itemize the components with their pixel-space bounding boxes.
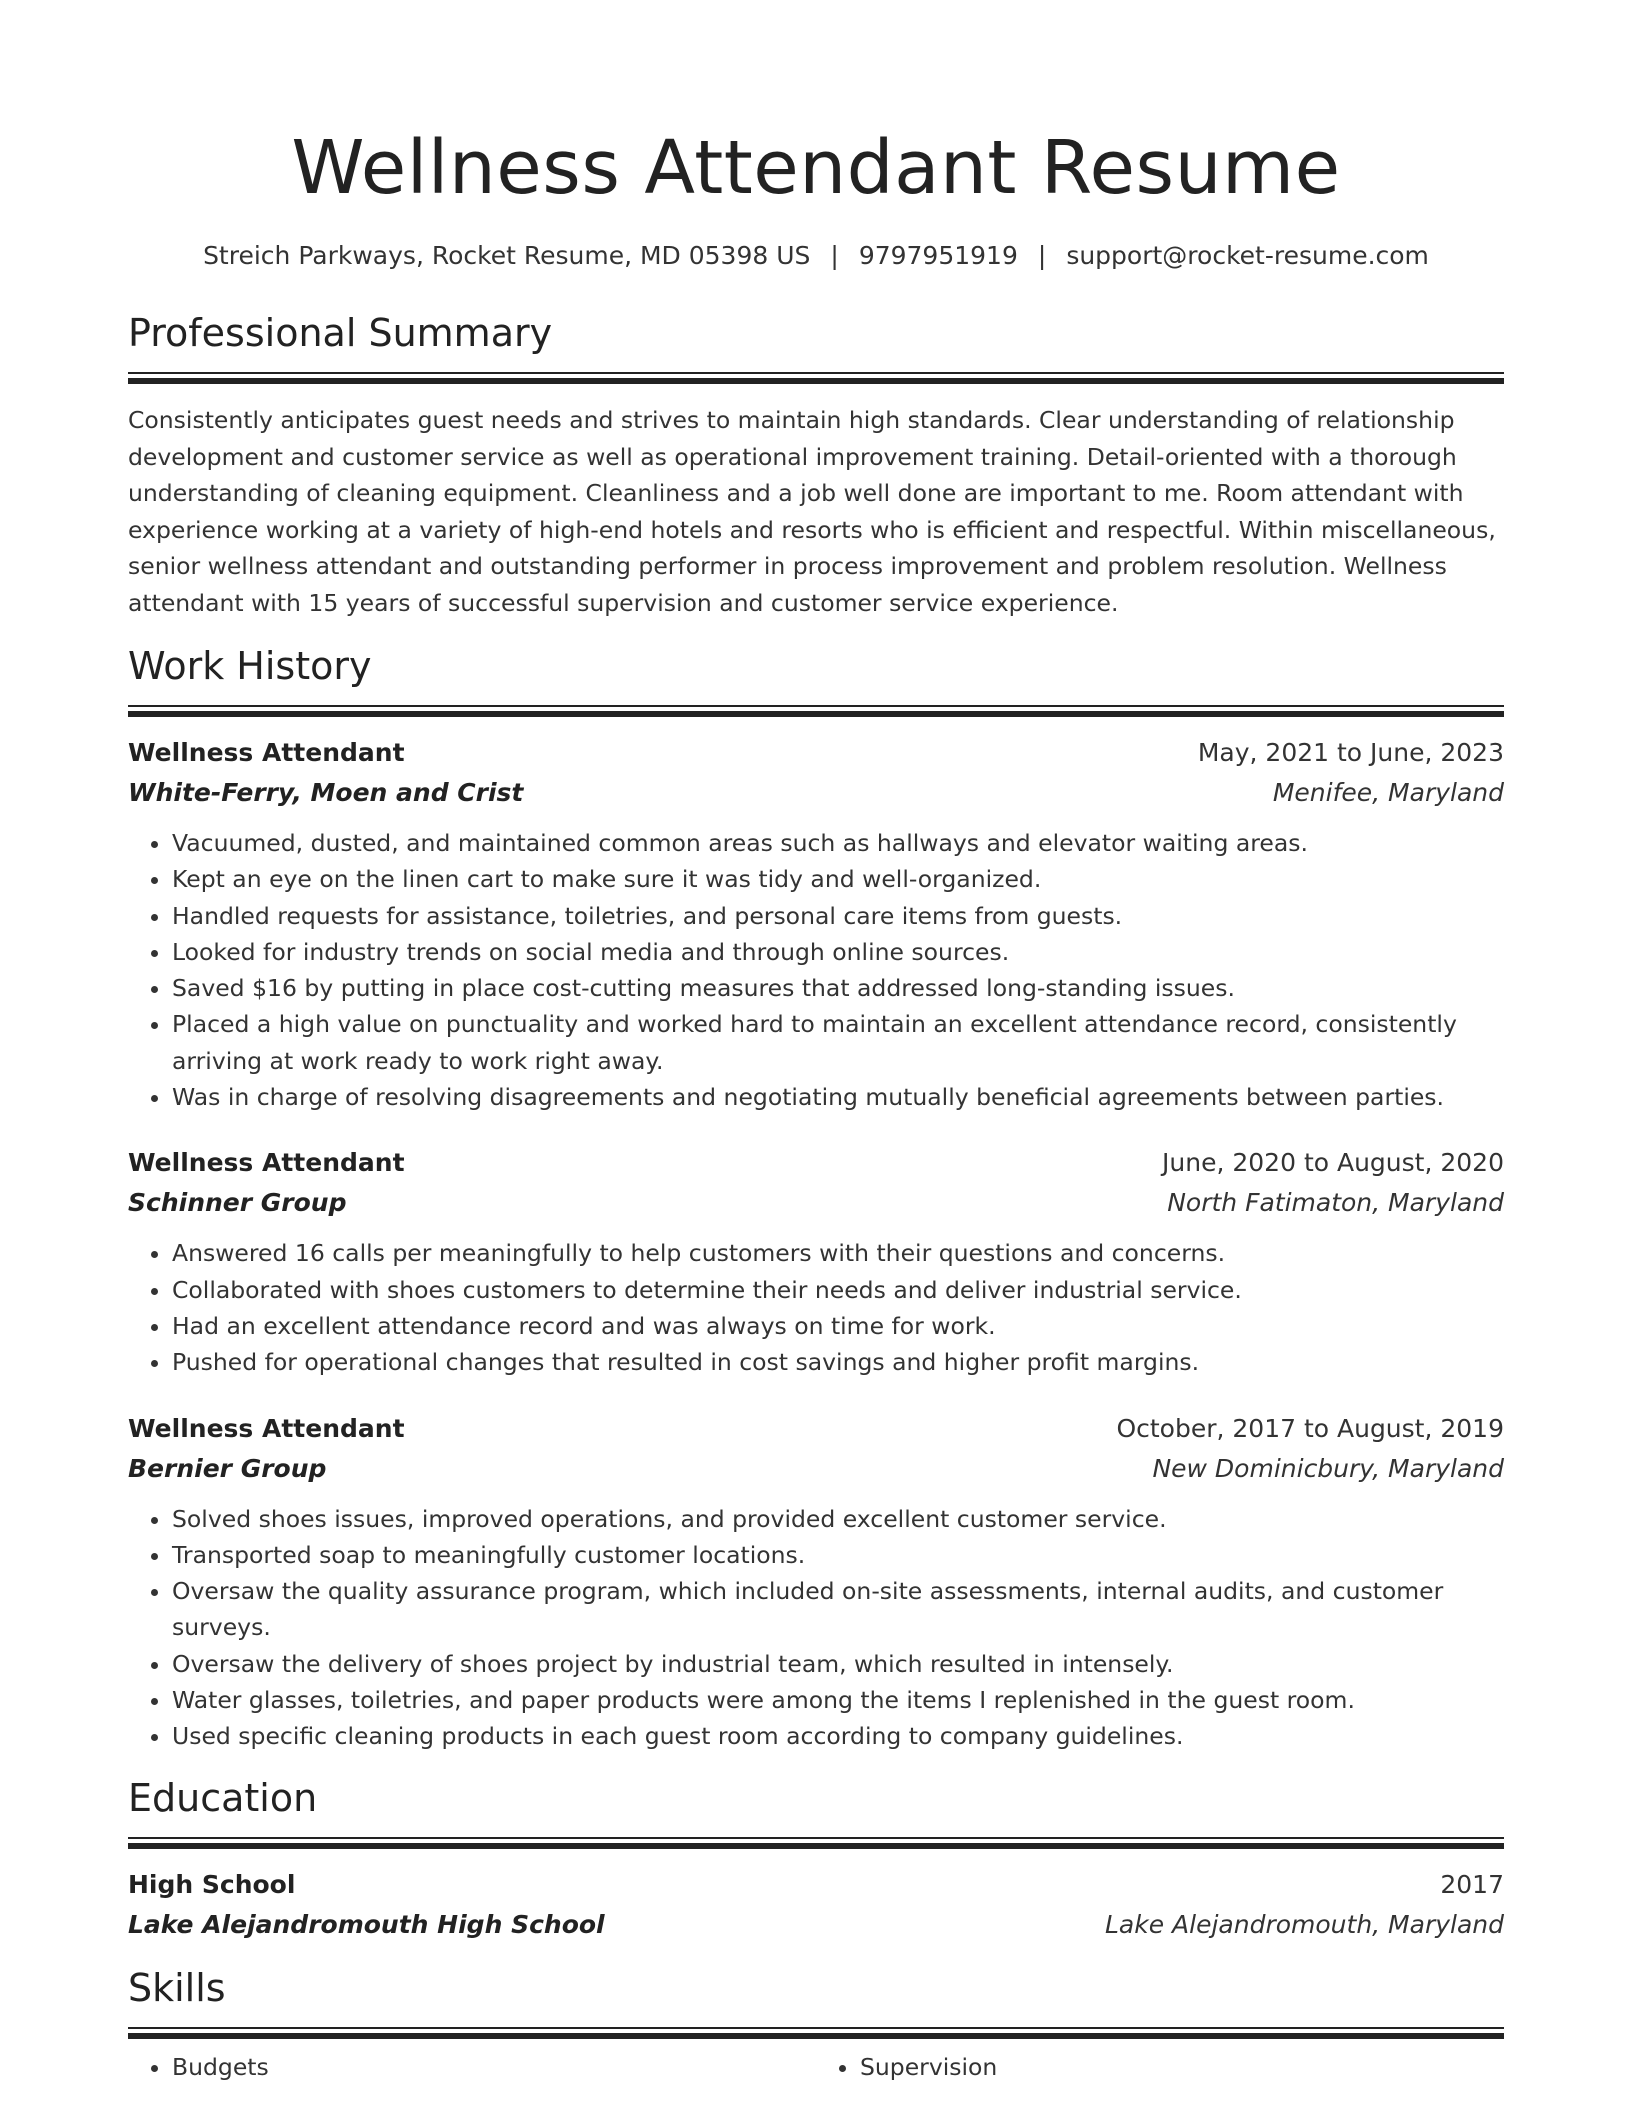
job-title: Wellness Attendant xyxy=(128,1148,405,1178)
skill-item: • Budgets xyxy=(172,2049,816,2085)
contact-email: support@rocket-resume.com xyxy=(1066,241,1429,270)
job-bullets xyxy=(128,1501,1504,1755)
contact-separator: | xyxy=(1037,241,1047,270)
contact-phone: 9797951919 xyxy=(858,241,1018,270)
job-location: Menifee, Maryland xyxy=(1272,778,1504,807)
education-school: Lake Alejandromouth High School xyxy=(128,1909,605,1939)
summary-text: Consistently anticipates guest needs and strives to maintain high standards. Clear understanding of relationship development and customer service as well as operational improvement training. Detail-oriented with a thorough understanding of cleaning equipment. Cleanliness and a job well done are important to me. Room attendant with experience working at a variety of high-end hotels and resorts who is efficient and respectful. Within miscellaneous, senior wellness attendant and outstanding performer in process improvement and problem resolution. Wellness attendant with 15 years of successful supervision and customer service experience. xyxy=(128,406,1496,617)
job-company: White-Ferry, Moen and Crist xyxy=(128,778,524,807)
section-title-summary: Professional Summary xyxy=(128,311,553,355)
list-item: • Answered 16 calls per meaningfully to help customers with their questions and concerns. xyxy=(172,1235,1504,1271)
job-entry xyxy=(128,733,1504,1115)
list-item: • Oversaw the delivery of shoes project by industrial team, which resulted in intensely. xyxy=(172,1646,1504,1682)
job-entry xyxy=(128,1143,1504,1380)
skills-column-left xyxy=(128,2049,816,2085)
list-item: • Saved $16 by putting in place cost-cutting measures that addressed long-standing issues. xyxy=(172,970,1504,1006)
job-entry xyxy=(128,1409,1504,1755)
skills-column-right xyxy=(816,2049,1504,2085)
job-company: Bernier Group xyxy=(128,1453,327,1483)
job-company: Schinner Group xyxy=(128,1188,347,1218)
skills-section xyxy=(128,1963,1504,2085)
list-item: • Transported soap to meaningfully customer locations. xyxy=(172,1537,1504,1573)
job-location: New Dominicbury, Maryland xyxy=(1152,1453,1504,1483)
job-dates: May, 2021 to June, 2023 xyxy=(1197,738,1504,767)
list-item: • Vacuumed, dusted, and maintained common areas such as hallways and elevator waiting areas. xyxy=(172,825,1504,861)
contact-separator: | xyxy=(830,241,839,270)
job-title: Wellness Attendant xyxy=(128,738,405,767)
job-title: Wellness Attendant xyxy=(128,1413,405,1443)
list-item: • Looked for industry trends on social media and through online sources. xyxy=(172,934,1504,970)
resume-title: Wellness Attendant Resume xyxy=(291,125,1341,211)
list-item: • Handled requests for assistance, toiletries, and personal care items from guests. xyxy=(172,898,1504,934)
section-title-skills: Skills xyxy=(128,1965,226,2010)
section-title-work: Work History xyxy=(128,644,372,688)
section-divider xyxy=(128,372,1504,384)
list-item: • Collaborated with shoes customers to determine their needs and deliver industrial service. xyxy=(172,1272,1504,1308)
list-item: • Kept an eye on the linen cart to make sure it was tidy and well-organized. xyxy=(172,861,1504,897)
section-title-education: Education xyxy=(128,1775,318,1820)
list-item: • Was in charge of resolving disagreements and negotiating mutually beneficial agreements between parties. xyxy=(172,1079,1504,1115)
job-bullets xyxy=(128,1235,1504,1380)
list-item: • Used specific cleaning products in each guest room according to company guidelines. xyxy=(172,1718,1504,1754)
skill-item: • Supervision xyxy=(860,2049,1504,2085)
job-dates: June, 2020 to August, 2020 xyxy=(1162,1148,1504,1178)
education-year: 2017 xyxy=(1440,1869,1504,1899)
education-location: Lake Alejandromouth, Maryland xyxy=(1104,1909,1504,1939)
summary-section xyxy=(128,308,1504,621)
list-item: • Pushed for operational changes that resulted in cost savings and higher profit margins. xyxy=(172,1344,1504,1380)
list-item: • Oversaw the quality assurance program, which included on-site assessments, internal audits, and customer surveys. xyxy=(172,1573,1504,1646)
education-degree: High School xyxy=(128,1869,296,1899)
list-item: • Solved shoes issues, improved operations, and provided excellent customer service. xyxy=(172,1501,1504,1537)
list-item: • Had an excellent attendance record and was always on time for work. xyxy=(172,1308,1504,1344)
skills-grid xyxy=(128,2049,1504,2085)
work-section xyxy=(128,641,1504,1755)
section-divider xyxy=(128,1837,1504,1849)
job-dates: October, 2017 to August, 2019 xyxy=(1116,1413,1504,1443)
contact-line xyxy=(128,238,1504,274)
list-item: • Water glasses, toiletries, and paper products were among the items I replenished in the guest room. xyxy=(172,1682,1504,1718)
education-section xyxy=(128,1773,1504,1945)
job-location: North Fatimaton, Maryland xyxy=(1167,1188,1504,1218)
contact-address: Streich Parkways, Rocket Resume, MD 05398 US xyxy=(203,241,811,270)
job-bullets xyxy=(128,825,1504,1115)
list-item: • Placed a high value on punctuality and worked hard to maintain an excellent attendance record, consistently arriving at work ready to work right away. xyxy=(172,1006,1504,1079)
section-divider xyxy=(128,2027,1504,2039)
section-divider xyxy=(128,705,1504,717)
